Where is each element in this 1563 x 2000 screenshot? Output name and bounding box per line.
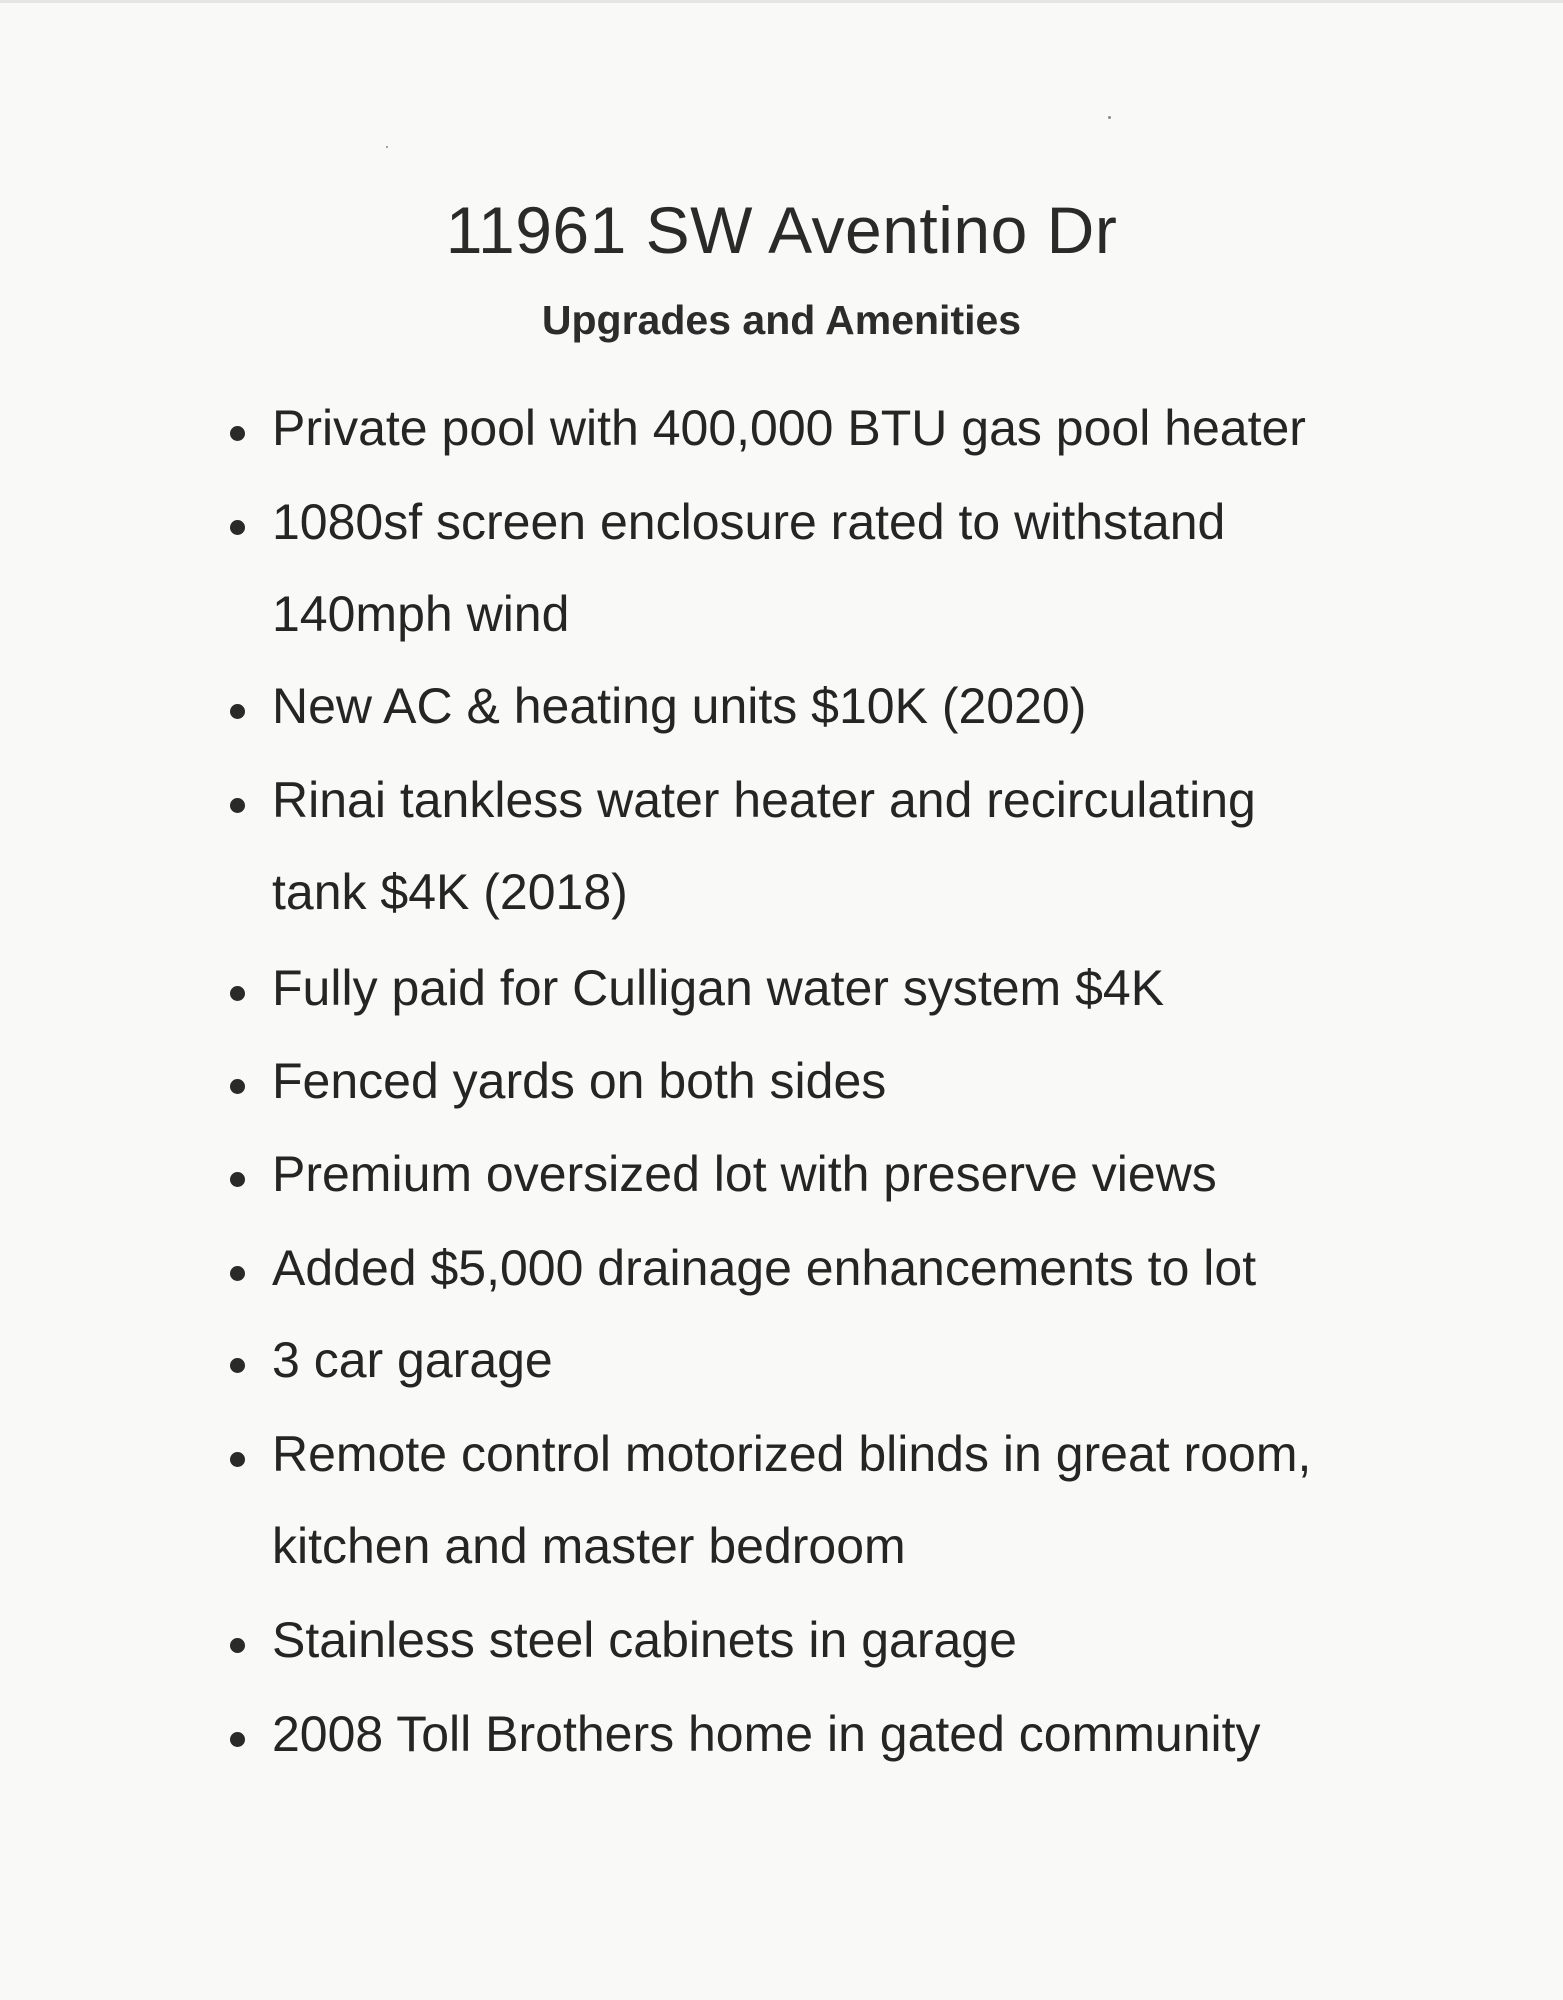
list-item xyxy=(230,476,1410,660)
list-item-text: 3 car garage xyxy=(272,1332,553,1388)
list-item xyxy=(230,660,1410,752)
list-item xyxy=(230,1128,1410,1220)
list-item xyxy=(230,1035,1410,1127)
list-item-text: Stainless steel cabinets in garage xyxy=(272,1612,1017,1668)
list-item xyxy=(230,1314,1410,1406)
bullet-icon xyxy=(230,1079,245,1094)
list-item-text: Fenced yards on both sides xyxy=(272,1053,887,1109)
list-item-text: Private pool with 400,000 BTU gas pool heater xyxy=(272,400,1306,456)
bullet-icon xyxy=(230,1172,245,1187)
bullet-icon xyxy=(230,798,245,813)
list-item-text: New AC & heating units $10K (2020) xyxy=(272,678,1087,734)
list-item-continuation: tank $4K (2018) xyxy=(272,864,628,920)
list-item xyxy=(230,1222,1410,1314)
list-item-text: Added $5,000 drainage enhancements to lot xyxy=(272,1240,1257,1296)
bullet-icon xyxy=(230,520,245,535)
list-item-text: Fully paid for Culligan water system $4K xyxy=(272,960,1165,1016)
list-item xyxy=(230,942,1410,1034)
list-item-text: 2008 Toll Brothers home in gated community xyxy=(272,1706,1261,1762)
list-item xyxy=(230,382,1410,474)
bullet-icon xyxy=(230,1452,245,1467)
bullet-icon xyxy=(230,1638,245,1653)
document-title: 11961 SW Aventino Dr xyxy=(445,193,1118,267)
bullet-icon xyxy=(230,1358,245,1373)
list-item xyxy=(230,1408,1410,1592)
list-item-text: Premium oversized lot with preserve views xyxy=(272,1146,1217,1202)
list-item-text: Remote control motorized blinds in great room, xyxy=(272,1426,1312,1482)
bullet-icon xyxy=(230,426,245,441)
list-item xyxy=(230,754,1410,938)
bullet-icon xyxy=(230,704,245,719)
bullet-icon xyxy=(230,1732,245,1747)
list-item-text: Rinai tankless water heater and recirculating xyxy=(272,772,1256,828)
list-item xyxy=(230,1594,1410,1686)
list-item-continuation: kitchen and master bedroom xyxy=(272,1518,906,1574)
bullet-icon xyxy=(230,986,245,1001)
document-subtitle: Upgrades and Amenities xyxy=(541,297,1022,343)
list-item-continuation: 140mph wind xyxy=(272,586,570,642)
bullet-icon xyxy=(230,1266,245,1281)
list-item xyxy=(230,1688,1410,1780)
list-item-text: 1080sf screen enclosure rated to withstand xyxy=(272,494,1226,550)
